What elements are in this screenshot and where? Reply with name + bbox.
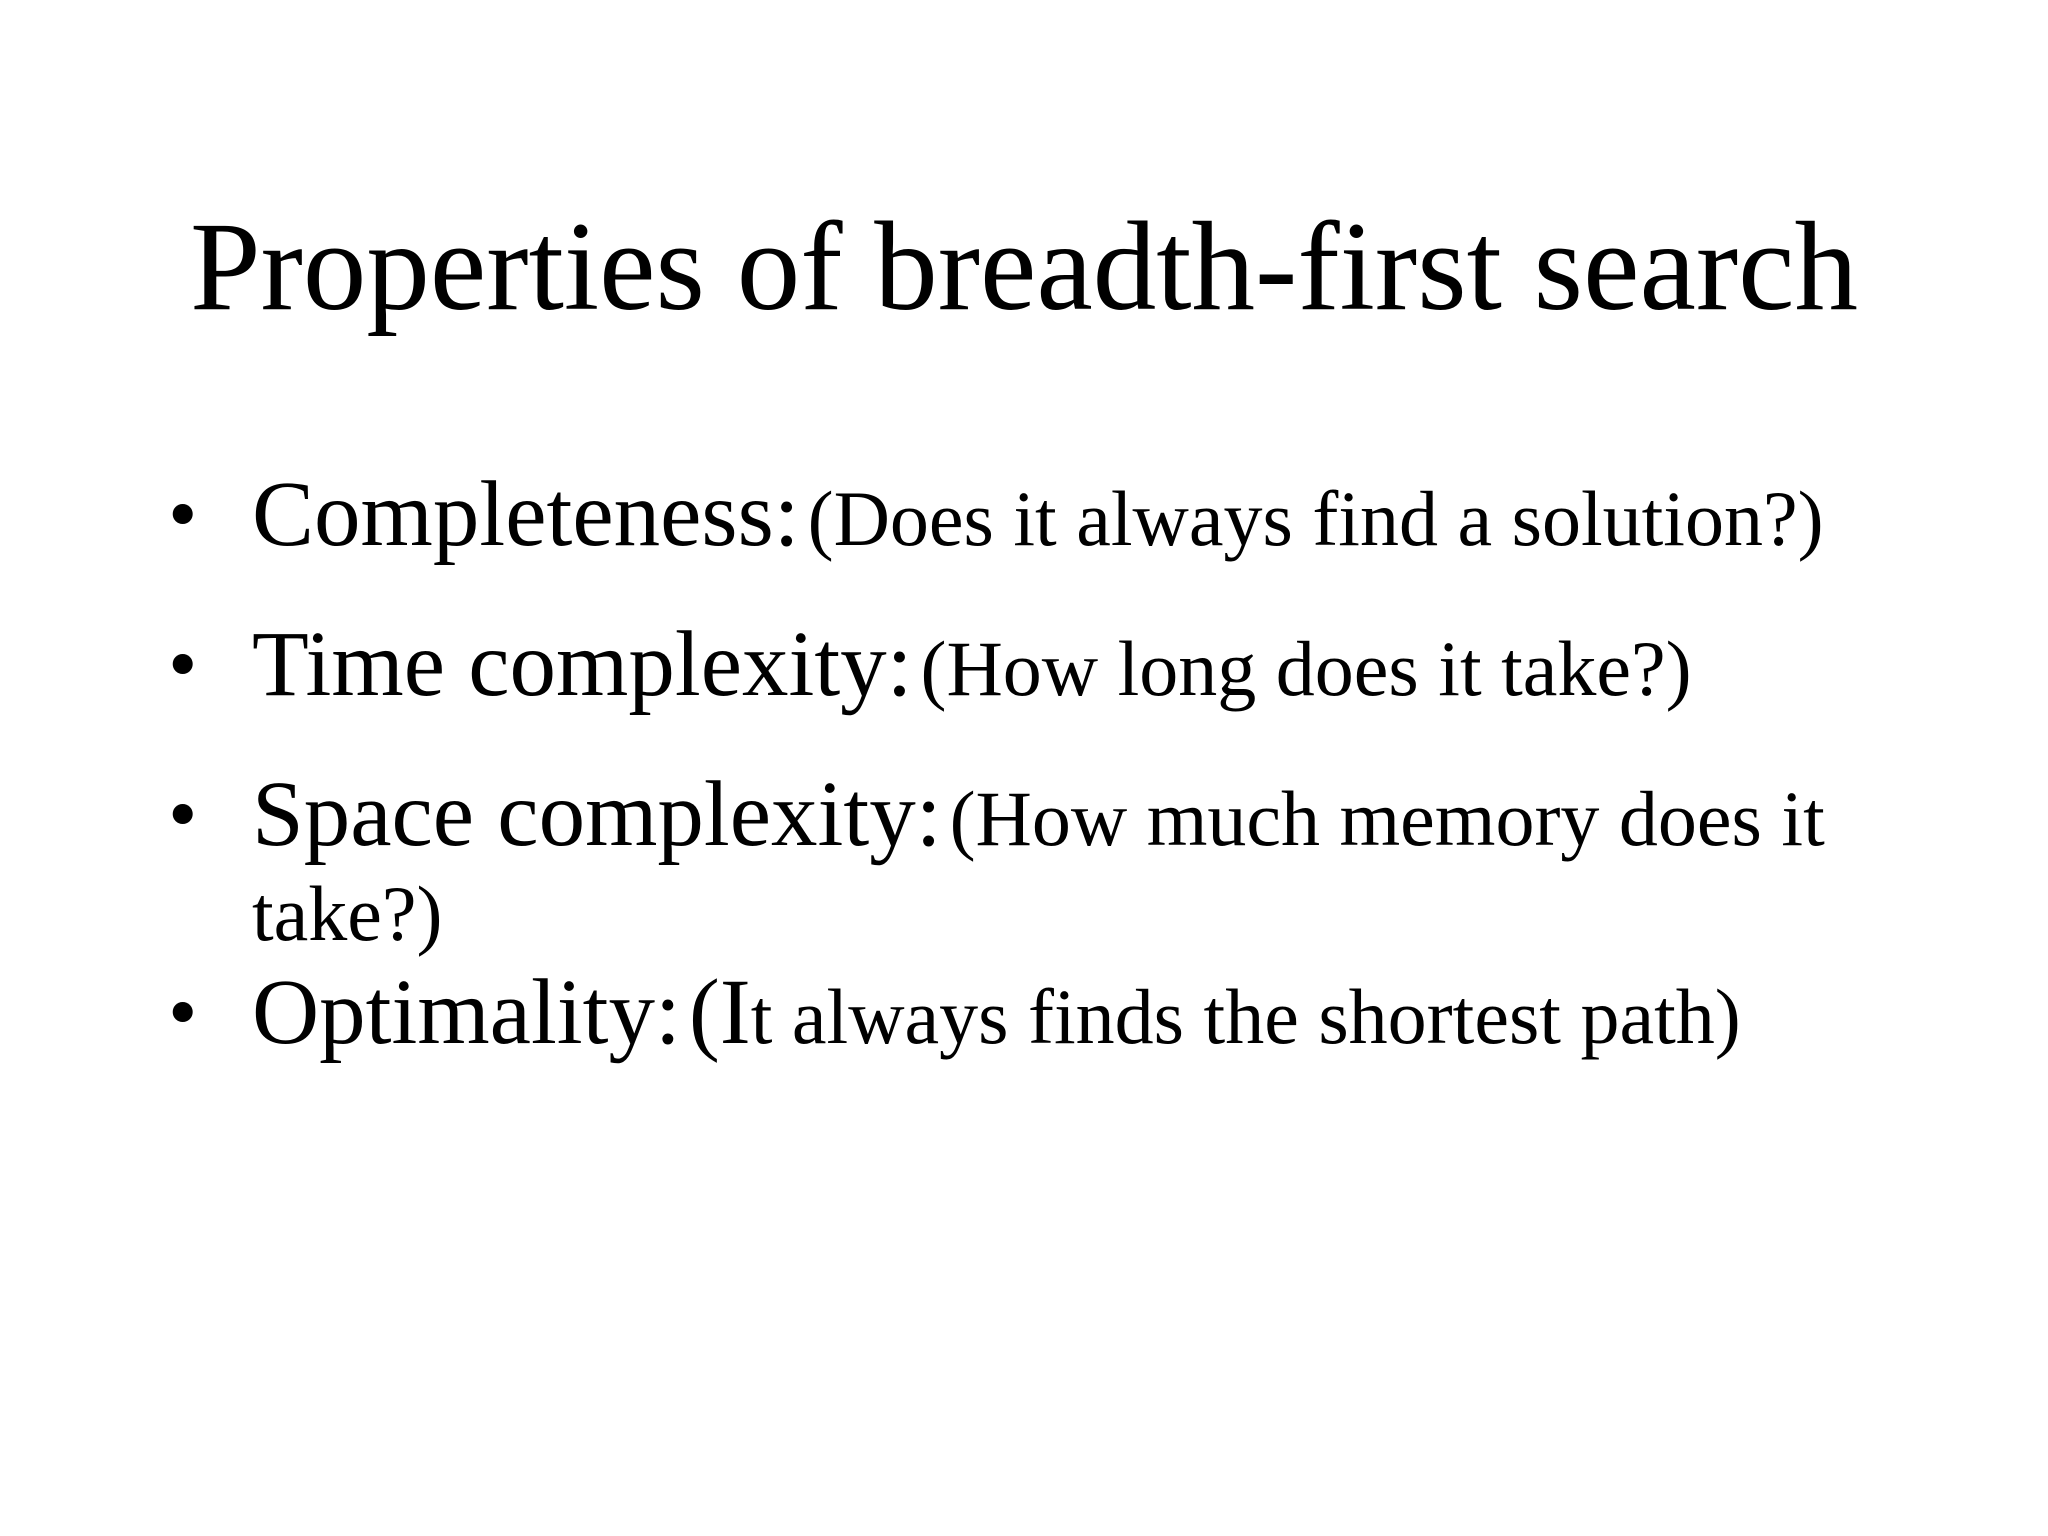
bullet-time-complexity: [168, 606, 1908, 750]
bullet-description: (How long does it take?): [920, 625, 1692, 712]
slide-title: Properties of breadth-first search: [190, 197, 1858, 337]
bullet-dot-icon: •: [168, 966, 198, 1059]
bullet-description-lead: (I: [688, 961, 751, 1064]
bullet-term: Time complexity:: [252, 613, 913, 716]
bullet-dot-icon: •: [168, 618, 198, 711]
bullet-dot-icon: •: [168, 768, 198, 861]
bullet-description: (Does it always find a solution?): [807, 475, 1824, 562]
bullet-completeness: [168, 456, 1908, 600]
bullet-space-complexity: [168, 756, 1908, 957]
bullet-term: Optimality:: [252, 961, 681, 1064]
bullet-optimality: [168, 954, 1908, 1098]
bullet-term: Space complexity:: [252, 763, 942, 866]
bullet-description-continued: take?): [252, 870, 443, 957]
bullet-description: t always finds the shortest path): [750, 973, 1741, 1060]
bullet-dot-icon: •: [168, 468, 198, 561]
bullet-list: [168, 456, 1908, 1104]
bullet-term: Completeness:: [252, 463, 800, 566]
bullet-description: (How much memory does it: [949, 775, 1825, 862]
